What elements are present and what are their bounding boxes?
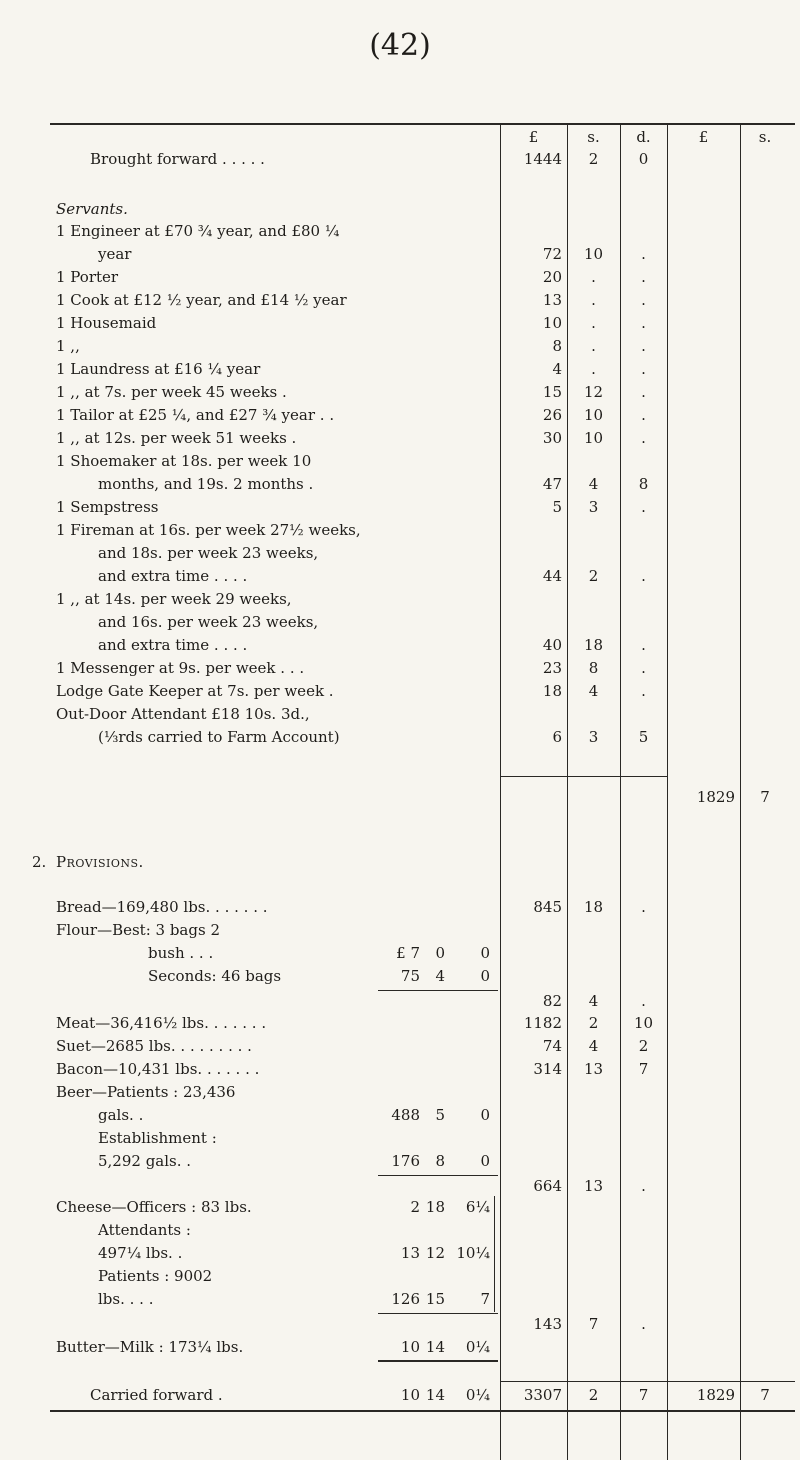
header-pence: d. xyxy=(636,128,651,146)
servant-row-pence: . xyxy=(641,383,646,401)
servant-row-pence: . xyxy=(641,498,646,516)
beer-pence: . xyxy=(641,1177,646,1195)
servant-row-line: months, and 19s. 2 months . xyxy=(98,475,314,493)
servant-row-line: and 18s. per week 23 weeks, xyxy=(98,544,319,562)
flour-best-label: bush . . . xyxy=(148,944,214,962)
bacon-label: Bacon—10,431 lbs. . . . . . . xyxy=(56,1060,260,1078)
servant-row-shillings: 3 xyxy=(588,498,599,516)
meat-shillings: 2 xyxy=(588,1014,599,1032)
cheese-patients-pounds: 126 xyxy=(391,1290,420,1308)
servant-row-shillings: 2 xyxy=(588,567,599,585)
servant-row-line: 1 Cook at £12 ½ year, and £14 ½ year xyxy=(56,291,347,309)
beer-patients-pence: 0 xyxy=(480,1106,490,1124)
bread-pounds: 845 xyxy=(533,898,562,916)
butter-shillings: 14 xyxy=(425,1338,445,1356)
suet-pence: 2 xyxy=(638,1037,649,1055)
servant-row-pounds: 4 xyxy=(552,360,562,378)
servant-row-pounds: 10 xyxy=(542,314,562,332)
flour-seconds-shillings: 4 xyxy=(435,967,445,985)
cheese-attendants-pence: 10¼ xyxy=(456,1244,490,1262)
cheese-patients-pence: 7 xyxy=(480,1290,490,1308)
servants-heading: Servants. xyxy=(56,200,128,218)
meat-pence: 10 xyxy=(633,1014,654,1032)
cheese-sum-rule xyxy=(378,1313,498,1314)
cheese-pence: . xyxy=(641,1315,646,1333)
servant-row-line: 1 ,, at 12s. per week 51 weeks . xyxy=(56,429,297,447)
servant-row-pounds: 40 xyxy=(542,636,562,654)
provisions-heading: Provisions. xyxy=(56,853,144,871)
flour-best-pence: 0 xyxy=(480,944,490,962)
servant-row-pounds: 5 xyxy=(552,498,562,516)
carried-forward-inner-pence: 0¼ xyxy=(465,1386,490,1404)
cheese-attendants-shillings: 12 xyxy=(425,1244,445,1262)
flour-seconds-pence: 0 xyxy=(480,967,490,985)
servant-row-pounds: 6 xyxy=(552,728,562,746)
beer-sum-rule xyxy=(378,1175,498,1176)
beer-patients-label: gals. . xyxy=(98,1106,144,1124)
brought-forward-pounds: 1444 xyxy=(523,150,562,168)
servant-row-shillings: 18 xyxy=(583,636,604,654)
servant-row-pence: . xyxy=(641,245,646,263)
butter-pence: 0¼ xyxy=(465,1338,490,1356)
servant-row-shillings: 10 xyxy=(583,406,604,424)
flour-best-pounds: £ 7 xyxy=(396,944,420,962)
cheese-patients-label: Patients : 9002 xyxy=(98,1267,213,1285)
total-rule xyxy=(500,1381,795,1382)
servant-row-pounds: 44 xyxy=(542,567,562,585)
cheese-officers-shillings: 18 xyxy=(425,1198,445,1216)
servant-row-line: 1 Laundress at £16 ¼ year xyxy=(56,360,261,378)
flour-seconds-pounds: 75 xyxy=(400,967,420,985)
servant-row-shillings: 4 xyxy=(588,475,599,493)
servant-row-pence: . xyxy=(641,314,646,332)
suet-shillings: 4 xyxy=(588,1037,599,1055)
servant-row-pounds: 30 xyxy=(542,429,562,447)
top-rule xyxy=(50,123,795,125)
servant-row-line: and extra time . . . . xyxy=(98,636,248,654)
brought-forward-shillings: 2 xyxy=(588,150,599,168)
servant-row-shillings: 3 xyxy=(588,728,599,746)
servant-row-pence: . xyxy=(641,291,646,309)
servant-row-shillings: 8 xyxy=(588,659,599,677)
cheese-attendants-label: Attendants : xyxy=(98,1221,191,1239)
header-pounds-total: £ xyxy=(698,128,709,146)
beer-establishment-label: Establishment : xyxy=(98,1129,217,1147)
servant-row-pounds: 8 xyxy=(552,337,562,355)
servant-row-shillings: . xyxy=(591,360,596,378)
servant-row-line: Lodge Gate Keeper at 7s. per week . xyxy=(56,682,334,700)
bread-pence: . xyxy=(641,898,646,916)
servant-row-line: (⅓rds carried to Farm Account) xyxy=(98,728,340,746)
carried-forward-inner-pounds: 10 xyxy=(400,1386,420,1404)
servant-row-line: 1 Sempstress xyxy=(56,498,159,516)
servant-row-pence: 8 xyxy=(638,475,649,493)
butter-rule xyxy=(378,1360,498,1362)
bottom-rule xyxy=(50,1410,795,1412)
servant-row-line: year xyxy=(98,245,132,263)
servant-row-pence: 5 xyxy=(638,728,649,746)
carried-forward-shillings: 2 xyxy=(588,1386,599,1404)
servant-row-pence: . xyxy=(641,659,646,677)
servant-row-pence: . xyxy=(641,429,646,447)
servant-row-shillings: . xyxy=(591,314,596,332)
beer-establishment-gals: 5,292 gals. . xyxy=(98,1152,192,1170)
brought-forward-pence: 0 xyxy=(638,150,649,168)
servant-row-line: 1 Housemaid xyxy=(56,314,157,332)
servant-row-pounds: 26 xyxy=(542,406,562,424)
carried-forward-pounds-total: 1829 xyxy=(696,1386,735,1404)
servant-row-pounds: 13 xyxy=(542,291,562,309)
carried-forward-label: Carried forward . xyxy=(90,1386,223,1404)
provisions-number: 2. xyxy=(32,853,47,871)
bacon-pounds: 314 xyxy=(533,1060,562,1078)
servant-row-line: 1 ,, at 7s. per week 45 weeks . xyxy=(56,383,287,401)
cheese-patients-lbs: lbs. . . . xyxy=(98,1290,154,1308)
flour-shillings: 4 xyxy=(588,992,599,1010)
servant-row-pence: . xyxy=(641,360,646,378)
meat-label: Meat—36,416½ lbs. . . . . . . xyxy=(56,1014,267,1032)
cheese-attendants-pounds: 13 xyxy=(400,1244,420,1262)
servant-row-line: 1 Messenger at 9s. per week . . . xyxy=(56,659,305,677)
servant-row-pounds: 18 xyxy=(542,682,562,700)
beer-patients-pounds: 488 xyxy=(391,1106,420,1124)
cheese-attendants-lbs: 497¼ lbs. . xyxy=(98,1244,183,1262)
bread-label: Bread—169,480 lbs. . . . . . . xyxy=(56,898,268,916)
servants-subtotal-shillings: 7 xyxy=(760,788,770,806)
servant-row-line: Out-Door Attendant £18 10s. 3d., xyxy=(56,705,310,723)
carried-forward-shillings-total: 7 xyxy=(760,1386,770,1404)
servant-row-shillings: . xyxy=(591,337,596,355)
servant-row-line: 1 Engineer at £70 ¾ year, and £80 ¼ xyxy=(56,222,340,240)
servant-row-line: and 16s. per week 23 weeks, xyxy=(98,613,319,631)
bacon-pence: 7 xyxy=(638,1060,649,1078)
servant-row-pence: . xyxy=(641,337,646,355)
servant-row-pence: . xyxy=(641,268,646,286)
flour-sum-rule xyxy=(378,990,498,991)
cheese-shillings: 7 xyxy=(588,1315,599,1333)
meat-pounds: 1182 xyxy=(523,1014,562,1032)
cheese-patients-shillings: 15 xyxy=(425,1290,445,1308)
servant-row-pence: . xyxy=(641,682,646,700)
suet-pounds: 74 xyxy=(542,1037,562,1055)
servant-row-pounds: 23 xyxy=(542,659,562,677)
butter-pounds: 10 xyxy=(400,1338,420,1356)
cheese-bracket-rule xyxy=(494,1196,495,1312)
servant-row-pounds: 15 xyxy=(542,383,562,401)
cheese-pounds: 143 xyxy=(533,1315,562,1333)
beer-shillings: 13 xyxy=(583,1177,604,1195)
cheese-label: Cheese—Officers : 83 lbs. xyxy=(56,1198,252,1216)
carried-forward-inner-shillings: 14 xyxy=(425,1386,445,1404)
servant-row-pence: . xyxy=(641,567,646,585)
carried-forward-pence: 7 xyxy=(638,1386,649,1404)
servant-row-pence: . xyxy=(641,406,646,424)
servant-row-line: 1 Fireman at 16s. per week 27½ weeks, xyxy=(56,521,361,539)
servant-row-line: 1 Tailor at £25 ¼, and £27 ¾ year . . xyxy=(56,406,335,424)
carried-forward-pounds: 3307 xyxy=(523,1386,562,1404)
servant-row-shillings: 10 xyxy=(583,245,604,263)
servant-row-pounds: 20 xyxy=(542,268,562,286)
servant-row-line: 1 ,, at 14s. per week 29 weeks, xyxy=(56,590,292,608)
page-number: (42) xyxy=(369,28,431,63)
servants-subtotal-rule xyxy=(500,776,667,777)
servant-row-shillings: 10 xyxy=(583,429,604,447)
servant-row-shillings: 12 xyxy=(583,383,604,401)
servant-row-pounds: 72 xyxy=(542,245,562,263)
beer-patients-shillings: 5 xyxy=(435,1106,445,1124)
flour-best-shillings: 0 xyxy=(435,944,445,962)
header-pounds: £ xyxy=(528,128,539,146)
brought-forward-label: Brought forward . . . . . xyxy=(90,150,265,168)
flour-seconds-label: Seconds: 46 bags xyxy=(148,967,282,985)
flour-pounds: 82 xyxy=(542,992,562,1010)
header-shillings: s. xyxy=(587,128,600,146)
servant-row-line: 1 ,, xyxy=(56,337,80,355)
servants-subtotal-pounds: 1829 xyxy=(696,788,735,806)
flour-pence: . xyxy=(641,992,646,1010)
header-shillings-total: s. xyxy=(758,128,772,146)
beer-establishment-pounds: 176 xyxy=(391,1152,420,1170)
servant-row-shillings: 4 xyxy=(588,682,599,700)
beer-label: Beer—Patients : 23,436 xyxy=(56,1083,236,1101)
beer-pounds: 664 xyxy=(533,1177,562,1195)
servant-row-pence: . xyxy=(641,636,646,654)
beer-establishment-shillings: 8 xyxy=(435,1152,445,1170)
servant-row-shillings: . xyxy=(591,291,596,309)
servant-row-pounds: 47 xyxy=(542,475,562,493)
beer-establishment-pence: 0 xyxy=(480,1152,490,1170)
servant-row-line: 1 Shoemaker at 18s. per week 10 xyxy=(56,452,312,470)
servant-row-shillings: . xyxy=(591,268,596,286)
butter-label: Butter—Milk : 173¼ lbs. xyxy=(56,1338,244,1356)
bacon-shillings: 13 xyxy=(583,1060,604,1078)
flour-label: Flour—Best: 3 bags 2 xyxy=(56,921,220,939)
bread-shillings: 18 xyxy=(583,898,604,916)
cheese-officers-pounds: 2 xyxy=(410,1198,420,1216)
suet-label: Suet—2685 lbs. . . . . . . . . xyxy=(56,1037,252,1055)
servant-row-line: and extra time . . . . xyxy=(98,567,248,585)
servant-row-line: 1 Porter xyxy=(56,268,119,286)
cheese-officers-pence: 6¼ xyxy=(465,1198,490,1216)
